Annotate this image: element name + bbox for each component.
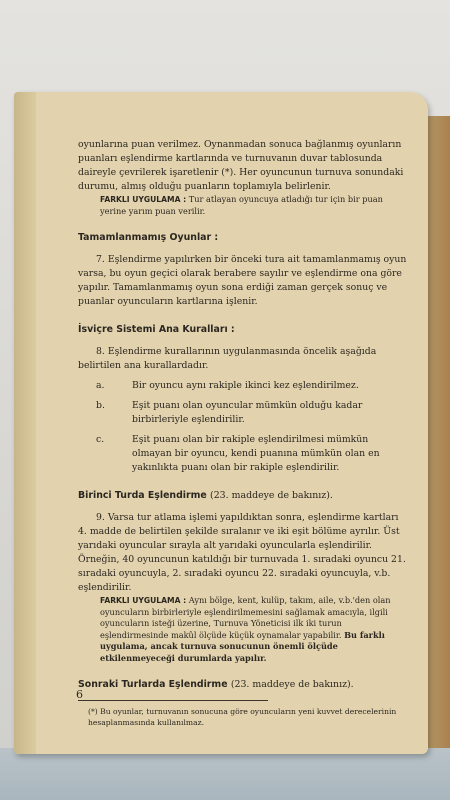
variant-label: FARKLI UYGULAMA :: [100, 195, 187, 204]
rule-text: Eşit puanı olan oyuncular mümkün olduğu kadar birbirleriyle eşlendirilir.: [132, 400, 363, 425]
paragraph-8: 8. Eşlendirme kurallarının uygulanmasında öncelik aşağıda belirtilen ana kurallardadır.: [78, 346, 377, 371]
variant-note-2: [78, 595, 408, 664]
rule-label: b.: [96, 400, 105, 411]
heading-first-round-ref: (23. maddeye de bakınız).: [210, 490, 333, 501]
paragraph-9: 9. Varsa tur atlama işlemi yapıldıktan sonra, eşlendirme kartları 4. madde de belirtilen şekilde sıralanır ve iki eşit bölüme ayrılır. Üst yarıdaki oyuncular sırayla alt yarıdaki oyuncularla eşlendirilir. Örneğin, 40 oyuncunun katıldığı bir turnuvada 1. sıradaki oyuncu 21. sıradaki oyuncuyla, 2. sıradaki oyuncu 22. sıradaki oyuncuyla, v.b. eşlendirilir.: [78, 512, 406, 593]
variant-label: FARKLI UYGULAMA :: [100, 596, 187, 605]
footnote-divider: [78, 700, 268, 701]
rule-text: Bir oyuncu aynı rakiple ikinci kez eşlendirilmez.: [132, 380, 359, 391]
variant-text: Aynı bölge, kent, kulüp, takım, aile, v.b.'den olan oyuncuların birbirleriyle eşlendirilmemesini sağlamak amacıyla, ilgili oyuncuların isteği üzerine, Turnuva Yöneticisi ilk iki turun eşlendirmesinde makûl ölçüde küçük oynamalar yapabilir.: [100, 595, 391, 640]
page-number: 6: [76, 688, 83, 701]
rule-item: [78, 399, 408, 427]
footnote: (*) Bu oyunlar, turnuvanın sonucuna göre oyuncuların yeni kuvvet derecelerinin hesaplanmasında kullanılmaz.: [88, 707, 397, 727]
rule-label: a.: [96, 380, 105, 391]
heading-first-round: [78, 489, 408, 503]
heading-later-rounds-ref: (23. maddeye de bakınız).: [230, 679, 354, 690]
variant-note-1: [78, 194, 408, 217]
table-edge: [0, 748, 450, 800]
heading-incomplete-games: Tamamlanmamış Oyunlar :: [78, 232, 219, 243]
rule-label: c.: [96, 434, 105, 445]
rule-text: Eşit puanı olan bir rakiple eşlendirilmesi mümkün olmayan bir oyuncu, kendi puanına mümkün olan en yakınlıkta puanı olan bir rakiple eşlendirilir.: [132, 434, 380, 473]
paragraph-7: 7. Eşlendirme yapılırken bir önceki tura ait tamamlanmamış oyun varsa, bu oyun geçici olarak berabere sayılır ve eşlendirme ona göre yapılır. Tamamlanmamış oyun sona erdiği zaman gerçek sonuç ve puanlar oyuncuların kartlarına işlenir.: [78, 254, 407, 307]
rule-item: [78, 433, 408, 475]
rule-item: [78, 379, 408, 393]
adjacent-book-edge: [426, 116, 450, 756]
heading-later-rounds-title: Sonraki Turlarda Eşlendirme: [78, 679, 228, 690]
page-gutter: [14, 92, 36, 754]
variant-text: Tur atlayan oyuncuya atladığı tur için bir puan yerine yarım puan verilir.: [100, 194, 383, 216]
heading-first-round-title: Birinci Turda Eşlendirme: [78, 490, 207, 501]
heading-later-rounds: [78, 678, 408, 692]
intro-paragraph: oyunlarına puan verilmez. Oynanmadan sonuca bağlanmış oyunların puanları eşlendirme kartlarında ve turnuvanın duvar tablosunda daireyle çevrilerek işaretlenir (*). Her oyuncunun turnuva sonundaki durumu, almış olduğu puanların toplamıyla belirlenir.: [78, 139, 404, 192]
heading-swiss-rules: İsviçre Sistemi Ana Kuralları :: [78, 324, 235, 335]
variant-emphasis: Bu farklı uygulama, ancak turnuva sonucunun önemli ölçüde etkilenmeyeceği durumlarda yapılır.: [100, 629, 385, 663]
page-content: [78, 138, 408, 728]
book-page: [14, 92, 428, 754]
